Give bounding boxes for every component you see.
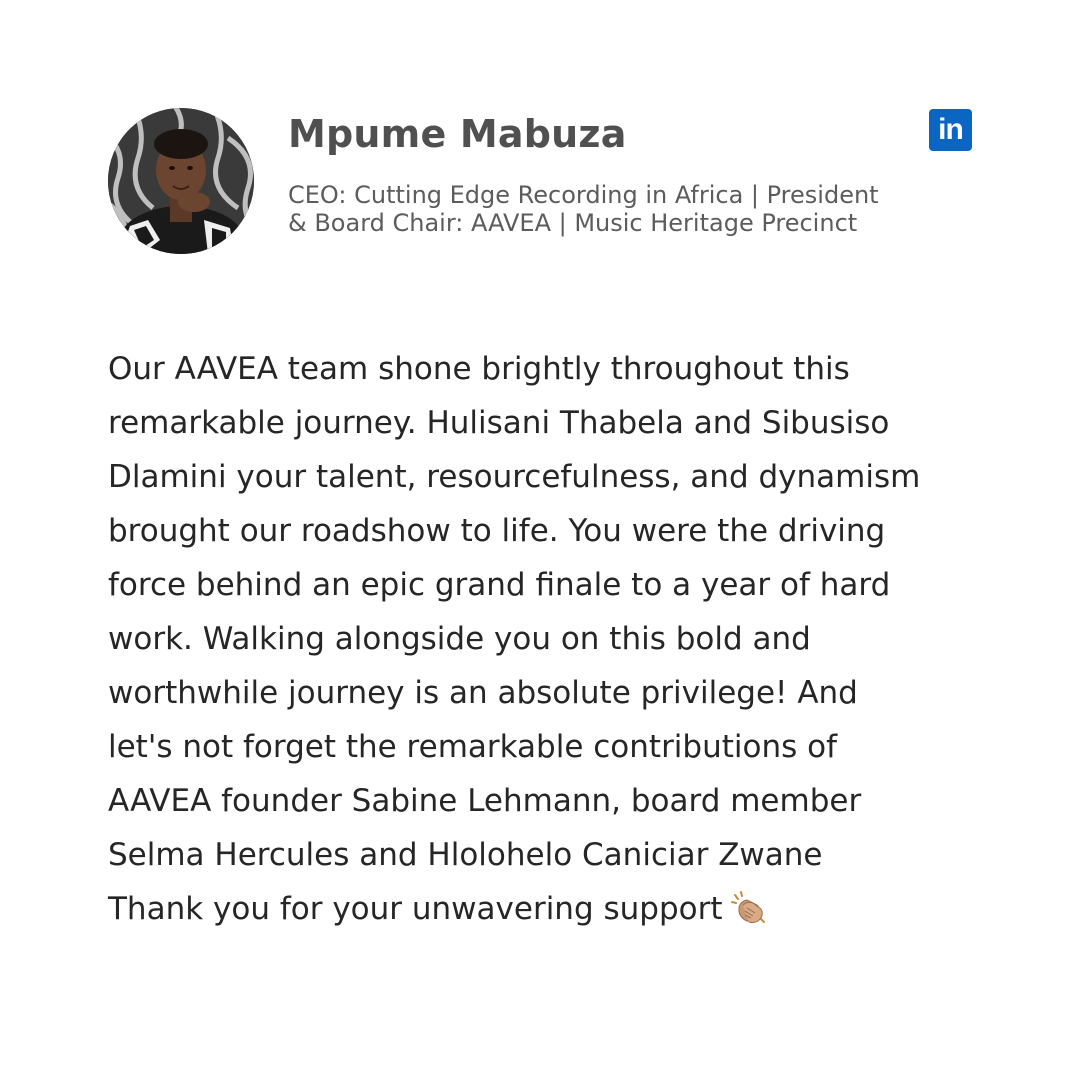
post-line: let's not forget the remarkable contributions of — [108, 729, 838, 765]
linkedin-icon[interactable]: in — [929, 109, 972, 151]
post-line: AAVEA founder Sabine Lehmann, board member — [108, 783, 862, 819]
post-body — [108, 342, 978, 944]
author-headline-line: CEO: Cutting Edge Recording in Africa | President — [288, 181, 879, 209]
post-line: brought our roadshow to life. You were the driving — [108, 513, 886, 549]
author-avatar — [108, 108, 254, 254]
clapping-hands-icon — [729, 889, 767, 944]
post-line: remarkable journey. Hulisani Thabela and Sibusiso — [108, 405, 890, 441]
post-line: force behind an epic grand finale to a year of hard — [108, 567, 891, 603]
author-headline — [288, 181, 978, 237]
post-line: Our AAVEA team shone brightly throughout this — [108, 351, 850, 387]
post-line-last — [108, 882, 978, 944]
post-line: work. Walking alongside you on this bold and — [108, 621, 811, 657]
author-name: Mpume Mabuza — [288, 112, 627, 156]
author-headline-line: & Board Chair: AAVEA | Music Heritage Precinct — [288, 209, 858, 237]
post-line-text: Thank you for your unwavering support — [108, 891, 723, 927]
post-line: Dlamini your talent, resourcefulness, and dynamism — [108, 459, 921, 495]
post-line: worthwhile journey is an absolute privilege! And — [108, 675, 858, 711]
post-line: Selma Hercules and Hlolohelo Caniciar Zwane — [108, 837, 823, 873]
